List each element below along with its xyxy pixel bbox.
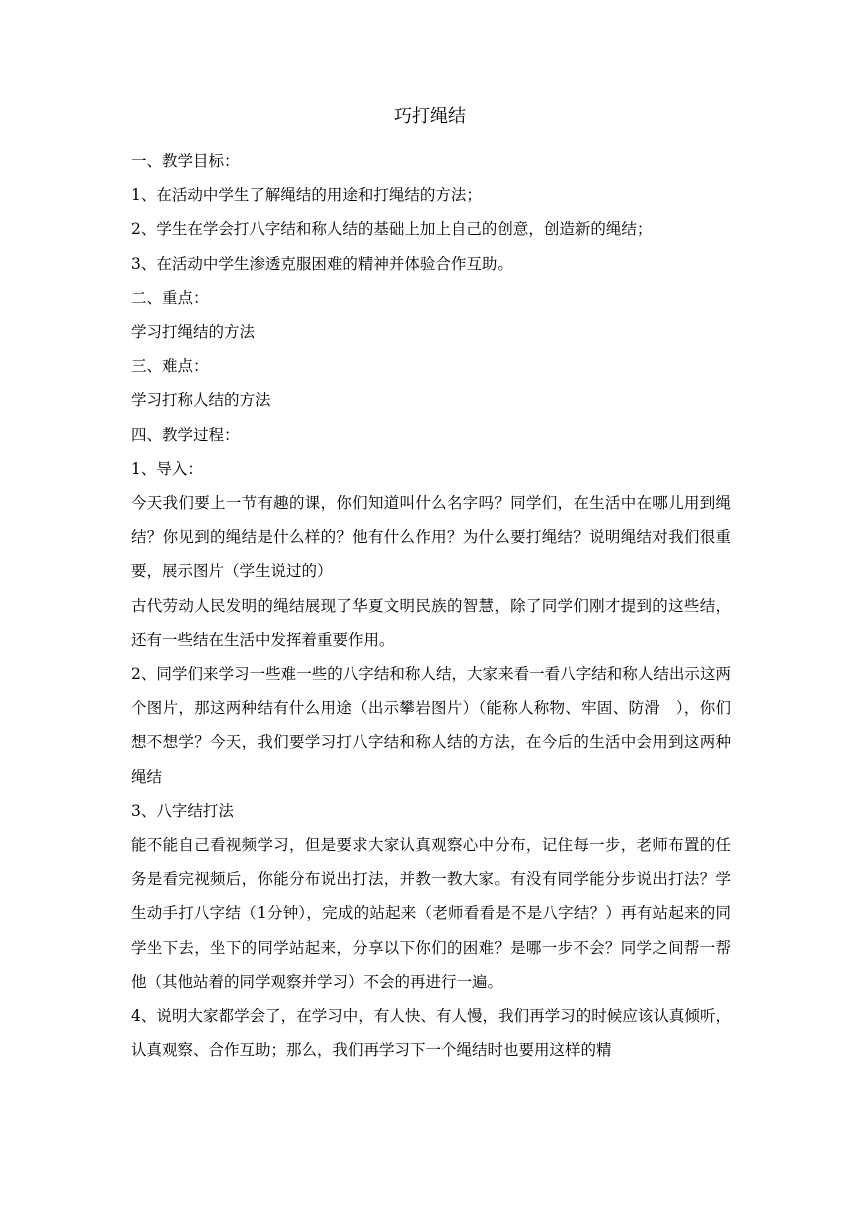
paragraph-intro-heading: 1、导入： bbox=[131, 459, 203, 478]
paragraph-key-point: 学习打绳结的方法 bbox=[131, 323, 256, 342]
paragraph-process-heading: 四、教学过程： bbox=[131, 425, 240, 444]
paragraph-objective-1: 1、在活动中学生了解绳结的用途和打绳结的方法； bbox=[131, 186, 482, 205]
paragraph-intro-text: 今天我们要上一节有趣的课，你们知道叫什么名字吗？同学们，在生活中在哪儿用到绳结？你见到的绳结是什么样的？他有什么作用？为什么要打绳结？说明绳结对我们很重要，展示图片（学生说过的） bbox=[131, 494, 731, 581]
paragraph-objective-3: 3、在活动中学生渗透克服困难的精神并体验合作互助。 bbox=[131, 254, 513, 273]
document-body bbox=[131, 144, 731, 1067]
paragraph-key-point-heading: 二、重点： bbox=[131, 288, 209, 307]
document-title: 巧打绳结 bbox=[394, 106, 466, 127]
paragraph-figure-eight-heading: 3、八字结打法 bbox=[131, 801, 234, 820]
paragraph-difficulty: 学习打称人结的方法 bbox=[131, 391, 271, 410]
paragraph-ancient-knots: 古代劳动人民发明的绳结展现了华夏文明民族的智慧，除了同学们刚才提到的这些结，还有一些结在生活中发挥着重要作用。 bbox=[131, 596, 731, 649]
paragraph-objective-2: 2、学生在学会打八字结和称人结的基础上加上自己的创意，创造新的绳结； bbox=[131, 220, 653, 239]
paragraph-difficulty-heading: 三、难点： bbox=[131, 357, 209, 376]
paragraph-step-4: 4、说明大家都学会了，在学习中，有人快、有人慢，我们再学习的时候应该认真倾听，认真观察、合作互助；那么，我们再学习下一个绳结时也要用这样的精 bbox=[131, 1007, 731, 1060]
paragraph-step-2: 2、同学们来学习一些难一些的八字结和称人结，大家来看一看八字结和称人结出示这两个图片，那这两种结有什么用途（出示攀岩图片）（能称人称物、牢固、防滑 ），你们想不想学？今天，我们要学习打八字结和称人结的方法，在今后的生活中会用到这两种绳结 bbox=[131, 665, 731, 786]
paragraph-objectives-heading: 一、教学目标： bbox=[131, 152, 240, 170]
paragraph-figure-eight-text: 能不能自己看视频学习，但是要求大家认真观察心中分布，记住每一步，老师布置的任务是看完视频后，你能分布说出打法，并教一教大家。有没有同学能分步说出打法？学生动手打八字结（1分钟），完成的站起来（老师看看是不是八字结？）再有站起来的同学坐下去，坐下的同学站起来，分享以下你们的困难？是哪一步不会？同学之间帮一帮他（其他站着的同学观察并学习）不会的再进行一遍。 bbox=[131, 836, 731, 991]
